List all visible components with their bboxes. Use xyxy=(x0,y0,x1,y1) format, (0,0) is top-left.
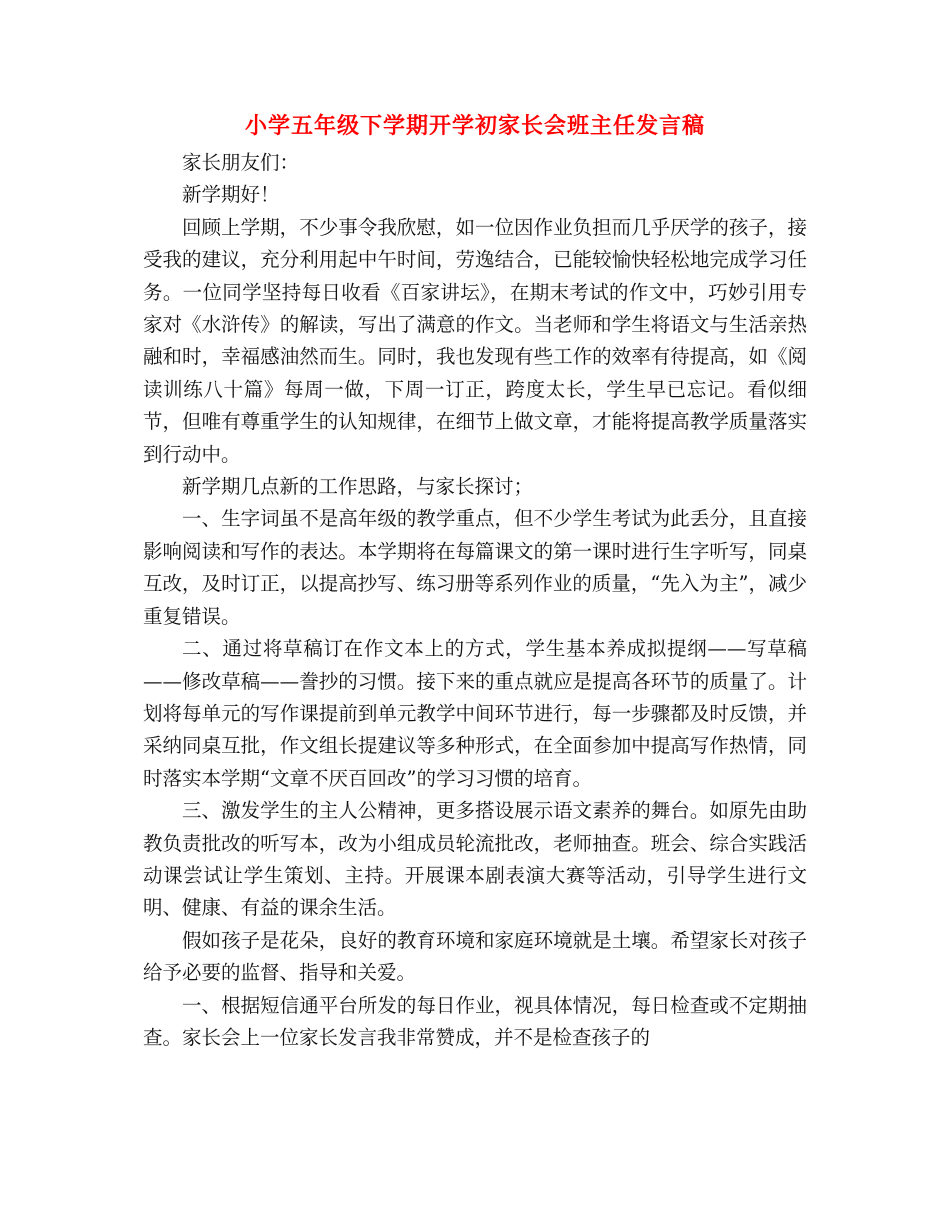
parents-appeal-paragraph: 假如孩子是花朵，良好的教育环境和家庭环境就是土壤。希望家长对孩子给予必要的监督、指导和关爱。 xyxy=(143,928,807,985)
document-body xyxy=(143,147,807,1054)
plan-item-1-paragraph: 一、生字词虽不是高年级的教学重点，但不少学生考试为此丢分，且直接影响阅读和写作的表达。本学期将在每篇课文的第一课时进行生字听写，同桌互改，及时订正，以提高抄写、练习册等系列作业的质量，“先入为主”，减少重复错误。 xyxy=(143,507,807,628)
review-paragraph: 回顾上学期，不少事令我欣慰，如一位因作业负担而几乎厌学的孩子，接受我的建议，充分利用起中午时间，劳逸结合，已能较愉快轻松地完成学习任务。一位同学坚持每日收看《百家讲坛》，在期末考试的作文中，巧妙引用专家对《水浒传》的解读，写出了满意的作文。当老师和学生将语文与生活亲热融和时，幸福感油然而生。同时，我也发现有些工作的效率有待提高，如《阅读训练八十篇》每周一做，下周一订正，跨度太长，学生早已忘记。看似细节，但唯有尊重学生的认知规律，在细节上做文章，才能将提高教学质量落实到行动中。 xyxy=(143,215,807,466)
plan-intro-paragraph: 新学期几点新的工作思路，与家长探讨； xyxy=(182,475,534,499)
new-term-greeting-paragraph: 新学期好！ xyxy=(182,183,280,207)
plan-item-3-paragraph: 三、激发学生的主人公精神，更多搭设展示语文素养的舞台。如原先由助教负责批改的听写本，改为小组成员轮流批改，老师抽查。班会、综合实践活动课尝试让学生策划、主持。开展课本剧表演大赛等活动，引导学生进行文明、健康、有益的课余生活。 xyxy=(143,799,807,920)
document-title: 小学五年级下学期开学初家长会班主任发言稿 xyxy=(244,113,705,139)
parents-item-1-paragraph: 一、根据短信通平台所发的每日作业，视具体情况，每日检查或不定期抽查。家长会上一位家长发言我非常赞成，并不是检查孩子的 xyxy=(143,993,807,1049)
plan-item-2-paragraph: 二、通过将草稿订在作文本上的方式，学生基本养成拟提纲——写草稿——修改草稿——誊抄的习惯。接下来的重点就应是提高各环节的质量了。计划将每单元的写作课提前到单元教学中间环节进行，每一步骤都及时反馈，并采纳同桌互批，作文组长提建议等多种形式，在全面参加中提高写作热情，同时落实本学期“文章不厌百回改”的学习习惯的培育。 xyxy=(143,637,807,790)
greeting-paragraph: 家长朋友们： xyxy=(182,151,300,174)
